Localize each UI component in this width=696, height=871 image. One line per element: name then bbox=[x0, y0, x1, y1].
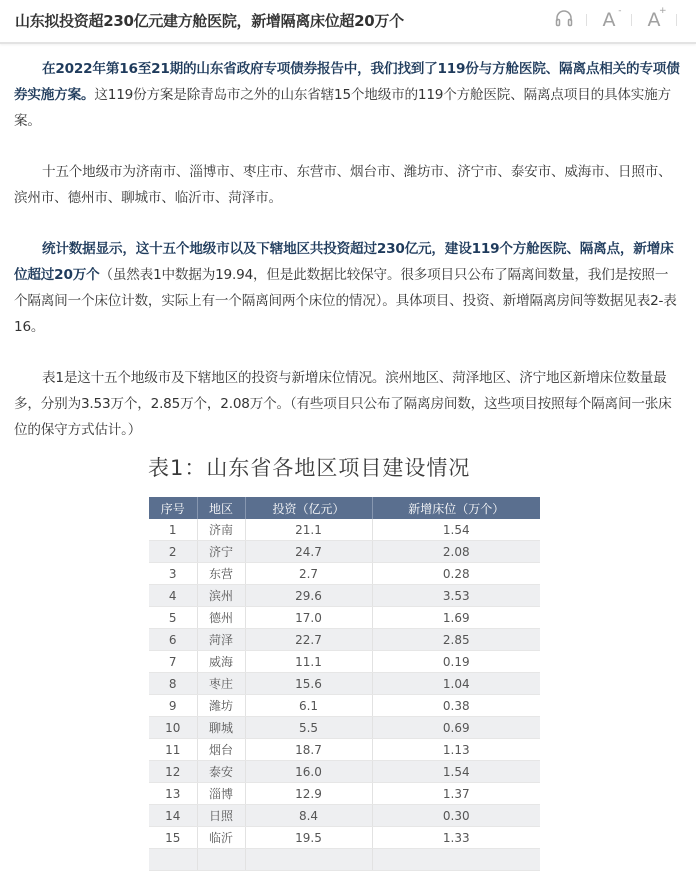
divider bbox=[676, 14, 677, 26]
font-increase-icon: A + bbox=[647, 6, 667, 31]
listen-button[interactable] bbox=[547, 8, 581, 32]
row-index: 1 bbox=[149, 519, 197, 541]
region-name: 菏泽 bbox=[197, 629, 245, 651]
paragraph-intro bbox=[14, 56, 680, 134]
new-beds-value: 0.28 bbox=[372, 563, 540, 585]
new-beds-value: 0.19 bbox=[372, 651, 540, 673]
region-name: 泰安 bbox=[197, 761, 245, 783]
row-index: 12 bbox=[149, 761, 197, 783]
table-row bbox=[149, 783, 540, 805]
row-index: 3 bbox=[149, 563, 197, 585]
new-beds-value: 1.33 bbox=[372, 827, 540, 849]
table-header-row bbox=[149, 497, 540, 519]
investment-value: 2.7 bbox=[245, 563, 372, 585]
region-name: 淄博 bbox=[197, 783, 245, 805]
investment-value: 16.0 bbox=[245, 761, 372, 783]
paragraph-stats bbox=[14, 236, 680, 340]
new-beds-value: 1.37 bbox=[372, 783, 540, 805]
new-beds-value: 1.04 bbox=[372, 673, 540, 695]
region-name: 日照 bbox=[197, 805, 245, 827]
investment-value bbox=[245, 849, 372, 871]
row-index: 11 bbox=[149, 739, 197, 761]
row-index: 5 bbox=[149, 607, 197, 629]
investment-value: 11.1 bbox=[245, 651, 372, 673]
region-name: 德州 bbox=[197, 607, 245, 629]
table-row bbox=[149, 849, 540, 871]
table-row bbox=[149, 519, 540, 541]
new-beds-value bbox=[372, 849, 540, 871]
table-row bbox=[149, 717, 540, 739]
investment-value: 21.1 bbox=[245, 519, 372, 541]
region-name: 临沂 bbox=[197, 827, 245, 849]
font-decrease-icon: A - bbox=[602, 6, 622, 31]
headphones-icon bbox=[554, 9, 574, 31]
investment-value: 29.6 bbox=[245, 585, 372, 607]
table-row bbox=[149, 695, 540, 717]
region-name: 济宁 bbox=[197, 541, 245, 563]
row-index: 9 bbox=[149, 695, 197, 717]
investment-value: 6.1 bbox=[245, 695, 372, 717]
row-index: 6 bbox=[149, 629, 197, 651]
region-table bbox=[149, 497, 540, 871]
new-beds-value: 1.54 bbox=[372, 519, 540, 541]
region-name bbox=[197, 849, 245, 871]
region-name: 枣庄 bbox=[197, 673, 245, 695]
table-row bbox=[149, 629, 540, 651]
article-header-bar bbox=[0, 0, 696, 44]
row-index: 8 bbox=[149, 673, 197, 695]
row-index: 14 bbox=[149, 805, 197, 827]
row-index: 7 bbox=[149, 651, 197, 673]
new-beds-value: 2.85 bbox=[372, 629, 540, 651]
table-row bbox=[149, 585, 540, 607]
new-beds-value: 1.69 bbox=[372, 607, 540, 629]
article-body bbox=[14, 56, 680, 468]
divider bbox=[586, 14, 587, 26]
table-row bbox=[149, 739, 540, 761]
font-decrease-button[interactable] bbox=[592, 8, 626, 32]
region-name: 威海 bbox=[197, 651, 245, 673]
investment-value: 12.9 bbox=[245, 783, 372, 805]
new-beds-value: 0.38 bbox=[372, 695, 540, 717]
row-index: 10 bbox=[149, 717, 197, 739]
reader-tools bbox=[547, 8, 682, 32]
paragraph-cities: 十五个地级市为济南市、淄博市、枣庄市、东营市、烟台市、潍坊市、济宁市、泰安市、威海市、日照市、滨州市、德州市、聊城市、临沂市、菏泽市。 bbox=[14, 164, 672, 206]
new-beds-value: 2.08 bbox=[372, 541, 540, 563]
table-row bbox=[149, 541, 540, 563]
table-row bbox=[149, 761, 540, 783]
new-beds-value: 1.13 bbox=[372, 739, 540, 761]
paragraph-text: （虽然表1中数据为19.94，但是此数据比较保守。很多项目只公布了隔离间数量，我们是按照一个隔离间一个床位计数，实际上有一个隔离间两个床位的情况）。具体项目、投资、新增隔离房间等数据见表2-表16。 bbox=[14, 267, 677, 335]
region-name: 烟台 bbox=[197, 739, 245, 761]
new-beds-value: 0.69 bbox=[372, 717, 540, 739]
table-row bbox=[149, 827, 540, 849]
paragraph-text: 这119份方案是除青岛市之外的山东省辖15个地级市的119个方舱医院、隔离点项目的具体实施方案。 bbox=[14, 87, 671, 129]
column-header: 新增床位（万个） bbox=[372, 497, 540, 519]
article-title: 山东拟投资超230亿元建方舱医院，新增隔离床位超20万个 bbox=[15, 12, 404, 30]
column-header: 投资（亿元） bbox=[245, 497, 372, 519]
row-index bbox=[149, 849, 197, 871]
table-row bbox=[149, 607, 540, 629]
highlight-text: 统计数据显示，这十五个地级市以及下辖地区共投资超过230亿元，建设119个方舱医院、隔离点，新增床位超过20万个 bbox=[14, 241, 674, 283]
row-index: 4 bbox=[149, 585, 197, 607]
region-name: 聊城 bbox=[197, 717, 245, 739]
region-name: 东营 bbox=[197, 563, 245, 585]
investment-value: 18.7 bbox=[245, 739, 372, 761]
column-header: 地区 bbox=[197, 497, 245, 519]
investment-value: 17.0 bbox=[245, 607, 372, 629]
region-name: 济南 bbox=[197, 519, 245, 541]
region-name: 滨州 bbox=[197, 585, 245, 607]
table-title: 表1：山东省各地区项目建设情况 bbox=[148, 456, 471, 480]
column-header: 序号 bbox=[149, 497, 197, 519]
font-increase-button[interactable] bbox=[637, 8, 671, 32]
table-row bbox=[149, 651, 540, 673]
divider bbox=[631, 14, 632, 26]
new-beds-value: 1.54 bbox=[372, 761, 540, 783]
highlight-text: 在2022年第16至21期的山东省政府专项债券报告中，我们找到了119份与方舱医院、隔离点相关的专项债券实施方案。 bbox=[14, 61, 680, 103]
row-index: 2 bbox=[149, 541, 197, 563]
investment-value: 19.5 bbox=[245, 827, 372, 849]
table-row bbox=[149, 805, 540, 827]
new-beds-value: 0.30 bbox=[372, 805, 540, 827]
investment-value: 8.4 bbox=[245, 805, 372, 827]
region-name: 潍坊 bbox=[197, 695, 245, 717]
investment-value: 22.7 bbox=[245, 629, 372, 651]
investment-value: 24.7 bbox=[245, 541, 372, 563]
investment-value: 5.5 bbox=[245, 717, 372, 739]
investment-value: 15.6 bbox=[245, 673, 372, 695]
table-row bbox=[149, 673, 540, 695]
new-beds-value: 3.53 bbox=[372, 585, 540, 607]
row-index: 13 bbox=[149, 783, 197, 805]
paragraph-table-intro: 表1是这十五个地级市及下辖地区的投资与新增床位情况。滨州地区、菏泽地区、济宁地区新增床位数量最多，分别为3.53万个，2.85万个，2.08万个。（有些项目只公布了隔离房间数，这些项目按照每个隔离间一张床位的保守方式估计。） bbox=[14, 370, 672, 438]
row-index: 15 bbox=[149, 827, 197, 849]
table-row bbox=[149, 563, 540, 585]
